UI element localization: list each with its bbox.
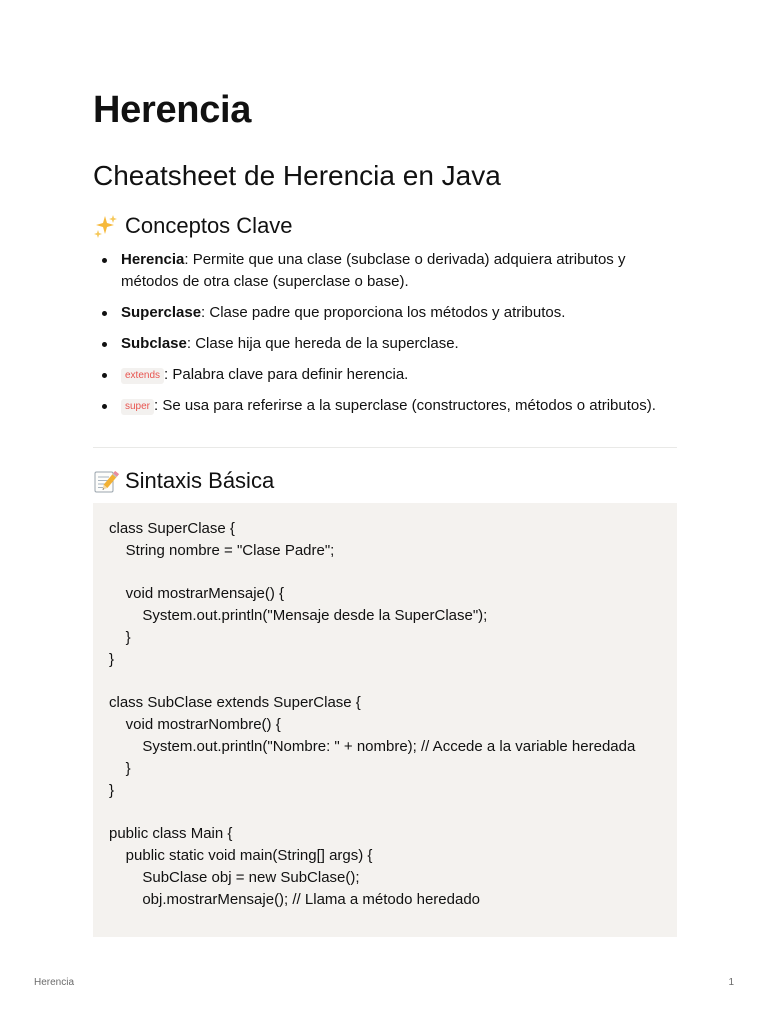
inline-code: super [121,399,154,415]
sparkles-icon [93,213,119,239]
page-title: Herencia [93,89,252,131]
term-description: : Clase hija que hereda de la superclase. [186,334,459,352]
inline-code: extends [121,368,164,384]
list-item [93,333,677,355]
code-content: class SuperClase { String nombre = "Clase Padre"; void mostrarMensaje() { System.out.println("Mensaje desde la SuperClase"); } } class SubClase extends SuperClase { void mostrarNombre() { System.out.println("Nombre: " + nombre); // Accede a la variable heredada } } public class Main { public static void main(String[] args) { SubClase obj = new SubClase(); obj.mostrarMensaje(); // Llama a método heredado [109,520,636,908]
term-description: : Palabra clave para definir herencia. [164,365,409,383]
term-label: Herencia [121,251,185,268]
footer-page-number: 1 [728,977,734,988]
code-block [93,503,677,937]
term-label: Subclase [121,334,187,352]
memo-icon [93,468,119,494]
bullet [102,258,107,263]
bullet [102,373,107,378]
term-description: : Permite que una clase (subclase o derivada) adquiera atributos y métodos de otra clase (superclase o base). [121,251,626,290]
section-heading-label: Sintaxis Básica [125,468,275,493]
term-description: : Clase padre que proporciona los métodos y atributos. [201,303,566,321]
bullet [102,404,107,409]
list-item [93,364,677,386]
section-heading-syntax [93,467,274,495]
bullet [102,342,107,347]
page-subtitle: Cheatsheet de Herencia en Java [93,160,501,191]
term-label: Superclase [121,303,202,321]
list-item [93,302,677,324]
divider [93,447,677,448]
section-heading-concepts [93,212,293,240]
list-item [93,249,677,292]
term-description: : Se usa para referirse a la superclase (constructores, métodos o atributos). [154,396,656,414]
list-item [93,395,677,417]
footer-document-name: Herencia [34,977,75,988]
section-heading-label: Conceptos Clave [125,213,293,238]
bullet [102,311,107,316]
concepts-list [93,249,677,426]
